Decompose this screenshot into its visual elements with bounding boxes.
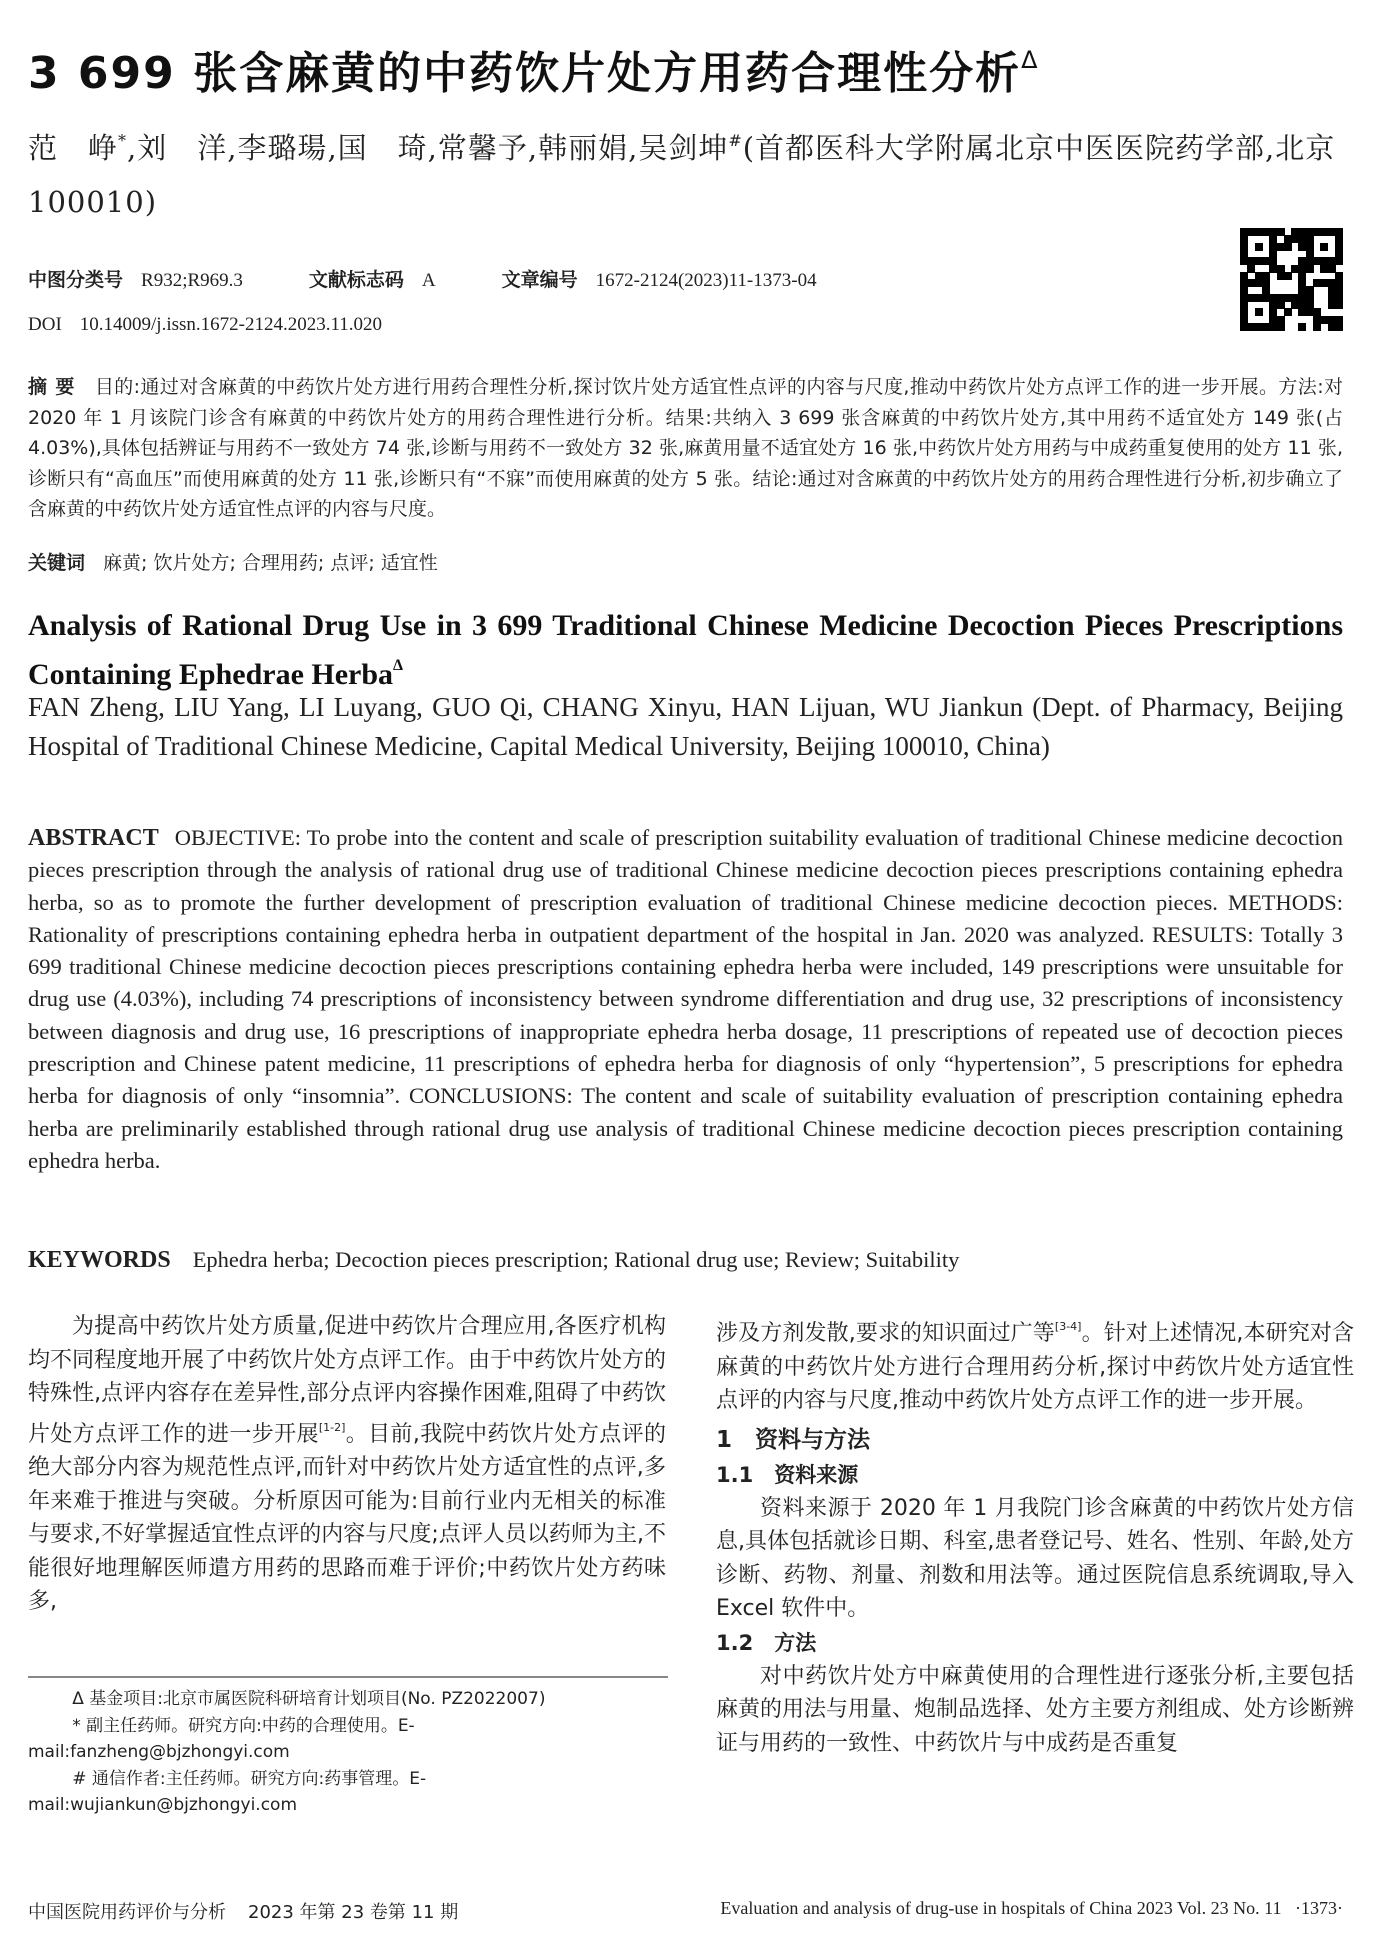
journal-name-en: Evaluation and analysis of drug-use in hospitals of China 2023 Vol. 23 No. 11 xyxy=(720,1898,1282,1918)
qr-module xyxy=(1313,323,1321,331)
section-heading-1: 1 资料与方法 xyxy=(716,1426,871,1453)
intro-cont-text: 涉及方剂发散,要求的知识面过广等 xyxy=(716,1321,1055,1346)
first-author: 范 峥 xyxy=(28,131,119,165)
qr-module xyxy=(1298,323,1306,331)
article-no-label: 文章编号 xyxy=(501,269,578,291)
citation-ref[interactable]: [3-4] xyxy=(1054,1320,1082,1333)
section-1-1-paragraph: 资料来源于 2020 年 1 月我院门诊含麻黄的中药饮片处方信息,具体包括就诊日期、科室,患者登记号、姓名、性别、年龄,处方诊断、药物、剂量、剂数和用法等。通过医院信息系统调取,导入 Excel 软件中。 xyxy=(716,1495,1354,1621)
title-en-text: Analysis of Rational Drug Use in 3 699 Traditional Chinese Medicine Decoction Pieces Prescriptions Containing Ephedrae Herba xyxy=(28,609,1343,691)
article-title-en xyxy=(28,606,1343,695)
footnote-divider xyxy=(28,1676,668,1678)
meta-row-doi xyxy=(28,302,883,346)
corresponding-mark: # xyxy=(728,131,743,150)
keywords-en xyxy=(28,1244,1343,1276)
footnote-corresponding: # 通信作者:主任药师。研究方向:药事管理。E-mail:wujiankun@bjzhongyi.com xyxy=(28,1768,427,1815)
page-number: ·1373· xyxy=(1295,1898,1343,1918)
abstract-cn xyxy=(28,372,1343,525)
section-heading-1-2: 1.2 方法 xyxy=(716,1630,817,1655)
intro-text-cont: 。目前,我院中药饮片处方点评的绝大部分内容为规范性点评,而针对中药饮片处方适宜性的点评,多年来难于推进与突破。分析原因可能为:目前行业内无相关的标准与要求,不好掌握适宜性点评的内容与尺度;点评人员以药师为主,不能很好地理解医师遣方用药的思路而难于评价;中药饮片处方药味多, xyxy=(28,1421,666,1614)
meta-row-codes xyxy=(28,258,883,302)
section-1-2-paragraph: 对中药饮片处方中麻黄使用的合理性进行逐张分析,主要包括麻黄的用法与用量、炮制品选择、处方主要方剂组成、处方诊断辨证与用药的一致性、中药饮片与中成药是否重复 xyxy=(716,1663,1355,1756)
qr-module xyxy=(1320,243,1328,251)
abstract-cn-text: 目的:通过对含麻黄的中药饮片处方进行用药合理性分析,探讨饮片处方适宜性点评的内容与尺度,推动中药饮片处方点评工作的进一步开展。方法:对 2020 年 1 月该院门诊含有麻黄的中药饮片处方的用药合理性进行分析。结果:共纳入 3 699 张含麻黄的中药饮片处方,其中用药不适宜处方 149 张(占 4.03%),具体包括辨证与用药不一致处方 74 张,诊断与用药不一致处方 32 张,麻黄用量不适宜处方 16 张,中药饮片处方用药与中成药重复使用的处方 11 张,诊断只有“高血压”而使用麻黄的处方 11 张,诊断只有“不寐”而使用麻黄的处方 5 张。结论:通过对含麻黄的中药饮片处方的用药合理性进行分析,初步确立了含麻黄的中药饮片处方适宜性点评的内容与尺度。 xyxy=(28,376,1343,520)
qr-module xyxy=(1306,265,1314,273)
footer-journal-cn xyxy=(28,1898,458,1924)
body-column-left xyxy=(28,1310,666,1619)
keywords-cn xyxy=(28,548,1343,578)
author-list-cn xyxy=(28,114,1348,229)
clc-value: R932;R969.3 xyxy=(141,270,243,291)
intro-paragraph-1 xyxy=(28,1310,666,1619)
fund-mark: Δ xyxy=(1021,46,1040,74)
intro-paragraph-1-cont xyxy=(716,1310,1354,1418)
keywords-en-text: Ephedra herba; Decoction pieces prescription; Rational drug use; Review; Suitability xyxy=(192,1247,960,1272)
doi-label: DOI xyxy=(28,314,62,335)
qr-module xyxy=(1277,323,1285,331)
fund-mark-en: Δ xyxy=(393,657,404,674)
footnotes xyxy=(28,1686,668,1819)
footnote-author: * 副主任药师。研究方向:中药的合理使用。E-mail:fanzheng@bjzhongyi.com xyxy=(28,1715,415,1762)
article-no-value: 1672-2124(2023)11-1373-04 xyxy=(595,270,817,291)
doc-code-value: A xyxy=(421,270,436,291)
qr-module xyxy=(1335,257,1343,265)
qr-module xyxy=(1284,308,1292,316)
article-title-cn xyxy=(28,30,1358,104)
qr-module xyxy=(1255,243,1263,251)
abstract-en-label: ABSTRACT xyxy=(28,825,159,851)
citation-ref[interactable]: [1-2] xyxy=(318,1420,346,1434)
qr-module xyxy=(1335,301,1343,309)
keywords-cn-text: 麻黄; 饮片处方; 合理用药; 点评; 适宜性 xyxy=(103,552,438,574)
article-meta xyxy=(28,258,883,346)
abstract-en-text: OBJECTIVE: To probe into the content and scale of prescription suitability evaluation of traditional Chinese medicine decoction pieces prescription through the analysis of rational drug use of traditional Chinese medicine decoction pieces prescriptions containing ephedra herba, so as to promote the further development of prescription evaluation of traditional Chinese medicine decoction pieces. METHODS: Rationality of prescriptions containing ephedra herba in outpatient department of the hospital in Jan. 2020 was analyzed. RESULTS: Totally 3 699 traditional Chinese medicine decoction pieces prescriptions containing ephedra herba were included, 149 prescriptions were unsuitable for drug use (4.03%), including 74 prescriptions of inconsistency between syndrome differentiation and drug use, 32 prescriptions of inconsistency between diagnosis and drug use, 16 prescriptions of inappropriate ephedra herba dosage, 11 prescriptions of repeated use of decoction pieces prescription and Chinese patent medicine, 11 prescriptions of ephedra herba for diagnosis of only “hypertension”, 5 prescriptions for ephedra herba for diagnosis of only “insomnia”. CONCLUSIONS: The content and scale of suitability evaluation of prescription containing ephedra herba are preliminarily established through rational drug use analysis of traditional Chinese medicine decoction pieces prescription containing ephedra herba. xyxy=(28,825,1343,1173)
clc-label: 中图分类号 xyxy=(28,269,124,291)
qr-module xyxy=(1335,323,1343,331)
issue-cn: 2023 年第 23 卷第 11 期 xyxy=(248,1902,459,1923)
doc-code-label: 文献标志码 xyxy=(308,269,404,291)
abstract-en xyxy=(28,822,1343,1177)
intro-cont-text-b: 。针对上述情况,本研究对含麻黄的中药饮片处方进行合理用药分析,探讨中药饮片处方适宜性点评的内容与尺度,推动中药饮片处方点评工作的进一步开展。 xyxy=(716,1321,1355,1413)
qr-code[interactable] xyxy=(1240,228,1343,331)
body-column-right xyxy=(716,1310,1354,1760)
footer-journal-en xyxy=(720,1898,1343,1919)
footnote-fund: Δ 基金项目:北京市属医院科研培育计划项目(No. PZ2022007) xyxy=(72,1689,546,1709)
doi-value[interactable]: 10.14009/j.issn.1672-2124.2023.11.020 xyxy=(79,314,383,335)
title-text: 3 699 张含麻黄的中药饮片处方用药合理性分析 xyxy=(28,48,1022,99)
keywords-en-label: KEYWORDS xyxy=(28,1247,171,1273)
journal-name-cn: 中国医院用药评价与分析 xyxy=(28,1902,226,1923)
qr-module xyxy=(1284,272,1292,280)
author-mark: * xyxy=(118,131,128,150)
author-list-en: FAN Zheng, LIU Yang, LI Luyang, GUO Qi, CHANG Xinyu, HAN Lijuan, WU Jiankun (Dept. of Pharmacy, Beijing Hospital of Traditional Chinese Medicine, Capital Medical University, Beijing 100010, China) xyxy=(28,692,1343,761)
affiliation-cn: (首都医科大学附属北京中医医院药学部,北京 100010) xyxy=(28,131,1336,219)
intro-text: 为提高中药饮片处方质量,促进中药饮片合理应用,各医疗机构均不同程度地开展了中药饮片处方点评工作。由于中药饮片处方的特殊性,点评内容存在差异性,部分点评内容操作困难,阻碍了中药饮片处方点评工作的进一步开展 xyxy=(28,1314,667,1447)
co-authors: ,刘 洋,李璐瑒,国 琦,常馨予,韩丽娟,吴剑坤 xyxy=(127,131,729,165)
keywords-cn-label: 关键词 xyxy=(28,552,86,574)
qr-module xyxy=(1284,243,1292,251)
section-heading-1-1: 1.1 资料来源 xyxy=(716,1462,859,1487)
qr-module xyxy=(1255,308,1263,316)
abstract-cn-label: 摘要 xyxy=(28,376,83,398)
